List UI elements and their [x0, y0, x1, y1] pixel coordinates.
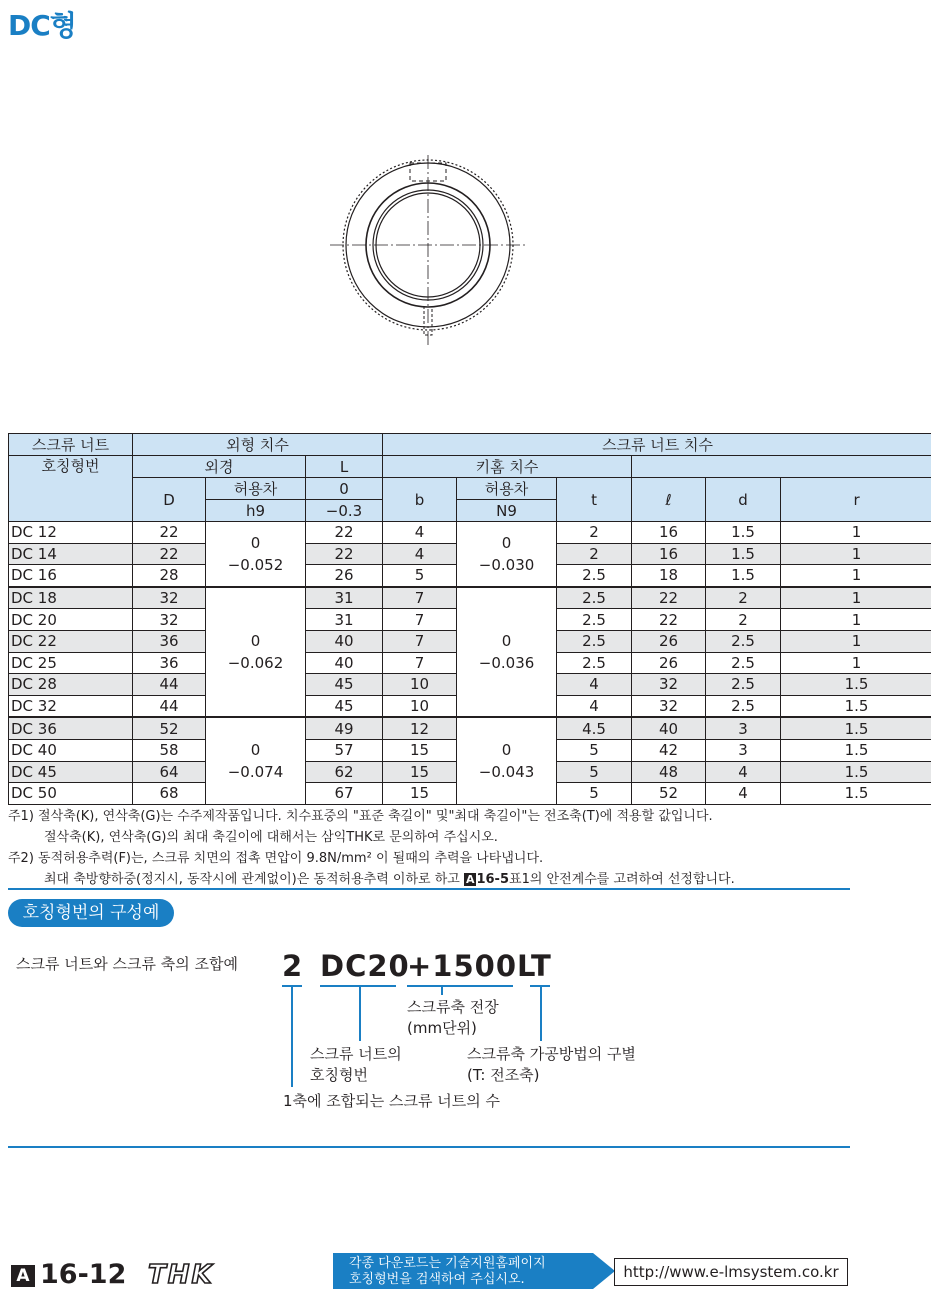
cell-r: 1.5 [781, 739, 931, 761]
length-underline [407, 985, 513, 987]
cell-D: 58 [133, 739, 206, 761]
page-number: 16-12 [40, 1259, 127, 1290]
section-badge-icon: A [465, 873, 475, 886]
cell-l: 18 [632, 565, 706, 587]
cell-b: 7 [383, 609, 457, 631]
cell-d: 3 [706, 739, 781, 761]
cell-L: 26 [306, 565, 383, 587]
header-D-tol: 허용차 [206, 478, 306, 500]
cell-r: 1 [781, 630, 931, 652]
model-leader [359, 985, 361, 1041]
cell-b: 7 [383, 652, 457, 674]
cell-t: 2 [557, 543, 632, 565]
cell-model: DC 32 [9, 695, 133, 717]
cell-l: 32 [632, 674, 706, 696]
cell-D: 68 [133, 783, 206, 805]
cell-d: 2 [706, 609, 781, 631]
cell-L: 40 [306, 630, 383, 652]
cell-L: 49 [306, 717, 383, 739]
cell-l: 26 [632, 652, 706, 674]
header-nut-model: 스크류 너트 [9, 434, 133, 456]
cell-d: 2.5 [706, 674, 781, 696]
cell-D: 44 [133, 695, 206, 717]
cell-L: 31 [306, 609, 383, 631]
cell-l: 52 [632, 783, 706, 805]
model-label: 스크류 너트의 호칭형번 [310, 1045, 402, 1084]
cell-l: 16 [632, 522, 706, 544]
cell-L: 22 [306, 522, 383, 544]
qty-leader [291, 985, 293, 1087]
type-leader [540, 985, 542, 1041]
header-h9: h9 [206, 500, 306, 522]
cell-b: 4 [383, 543, 457, 565]
cell-model: DC 36 [9, 717, 133, 739]
cell-t: 5 [557, 783, 632, 805]
cell-r: 1.5 [781, 717, 931, 739]
cell-d: 3 [706, 717, 781, 739]
cell-D: 22 [133, 543, 206, 565]
combination-label: 스크류 너트와 스크류 축의 조합예 [16, 955, 238, 973]
cell-model: DC 18 [9, 587, 133, 609]
cell-t: 2.5 [557, 565, 632, 587]
cell-b: 4 [383, 522, 457, 544]
cell-t: 4 [557, 695, 632, 717]
cell-model: DC 12 [9, 522, 133, 544]
cell-model: DC 25 [9, 652, 133, 674]
cell-D: 32 [133, 609, 206, 631]
cell-d: 1.5 [706, 522, 781, 544]
cell-model: DC 40 [9, 739, 133, 761]
cell-l: 48 [632, 761, 706, 783]
header-b: b [383, 478, 457, 522]
cell-t: 2.5 [557, 609, 632, 631]
cell-L: 31 [306, 587, 383, 609]
cell-d: 1.5 [706, 565, 781, 587]
cell-b: 5 [383, 565, 457, 587]
cell-l: 32 [632, 695, 706, 717]
cell-D: 22 [133, 522, 206, 544]
model-underline [320, 985, 396, 987]
reference-link: 16-5 [476, 872, 510, 887]
cell-L: 22 [306, 543, 383, 565]
note-2: 주2) 동적허용추력(F)는, 스크류 치면의 접촉 면압이 9.8N/mm² 이 될때의 추력을 나타냅니다. [8, 851, 544, 866]
header-empty [632, 456, 931, 478]
cell-r: 1 [781, 543, 931, 565]
note-1: 주1) 절삭축(K), 연삭축(G)는 수주제작품입니다. 치수표중의 "표준 축길이" 및"최대 축길이"는 전조축(T)에 적용할 값입니다. [8, 809, 713, 824]
cell-r: 1.5 [781, 761, 931, 783]
cell-l: 22 [632, 609, 706, 631]
cell-r: 1 [781, 565, 931, 587]
download-notice: 각종 다운로드는 기술지원홈페이지 호칭형번을 검색하여 주십시오. [333, 1253, 593, 1289]
divider [8, 1146, 850, 1148]
length-leader [441, 985, 443, 995]
cell-t: 4 [557, 674, 632, 696]
header-model-number: 호칭형번 [9, 456, 133, 522]
cell-h9-tol: 0 −0.062 [206, 587, 306, 718]
cell-d: 1.5 [706, 543, 781, 565]
cell-b: 15 [383, 783, 457, 805]
cell-b: 15 [383, 739, 457, 761]
note-2-cont: 최대 축방향하중(정지시, 동작시에 관계없이)은 동적허용추력 이하로 하고 A 16-5표1의 안전계수를 고려하여 선정합니다. [44, 872, 735, 887]
header-nut-dims: 스크류 너트 치수 [383, 434, 931, 456]
cell-model: DC 22 [9, 630, 133, 652]
cell-t: 2 [557, 522, 632, 544]
cell-h9-tol: 0 −0.074 [206, 717, 306, 804]
cell-d: 4 [706, 761, 781, 783]
cell-t: 2.5 [557, 630, 632, 652]
page-title: DC형 [8, 9, 76, 42]
cell-r: 1 [781, 609, 931, 631]
cell-L: 62 [306, 761, 383, 783]
header-r: r [781, 478, 931, 522]
section-heading: 호칭형번의 구성예 [8, 899, 174, 927]
cell-D: 28 [133, 565, 206, 587]
nut-drawing [328, 155, 528, 355]
header-D: D [133, 478, 206, 522]
note-1-cont: 절삭축(K), 연삭축(G)의 최대 축길이에 대해서는 삼익THK로 문의하여 주십시오. [44, 830, 498, 845]
cell-r: 1 [781, 652, 931, 674]
cell-b: 10 [383, 674, 457, 696]
table-notes [8, 806, 735, 890]
cell-l: 40 [632, 717, 706, 739]
cell-D: 64 [133, 761, 206, 783]
cell-l: 26 [632, 630, 706, 652]
cell-D: 36 [133, 630, 206, 652]
cell-L: 45 [306, 695, 383, 717]
cell-model: DC 14 [9, 543, 133, 565]
cell-d: 2 [706, 587, 781, 609]
cell-r: 1.5 [781, 695, 931, 717]
cell-model: DC 20 [9, 609, 133, 631]
cell-t: 2.5 [557, 587, 632, 609]
cell-l: 42 [632, 739, 706, 761]
arrow-right-icon [593, 1253, 615, 1289]
quantity-label: 1축에 조합되는 스크류 너트의 수 [283, 1092, 500, 1110]
cell-D: 32 [133, 587, 206, 609]
header-keyway: 키홈 치수 [383, 456, 632, 478]
cell-b: 15 [383, 761, 457, 783]
header-t: t [557, 478, 632, 522]
code-model: DC20 [320, 949, 410, 983]
cell-D: 52 [133, 717, 206, 739]
cell-t: 2.5 [557, 652, 632, 674]
header-L-tol-upper: 0 [306, 478, 383, 500]
cell-t: 4.5 [557, 717, 632, 739]
cell-r: 1.5 [781, 674, 931, 696]
cell-D: 36 [133, 652, 206, 674]
header-l: ℓ [632, 478, 706, 522]
cell-d: 2.5 [706, 652, 781, 674]
cell-l: 22 [632, 587, 706, 609]
cell-b: 12 [383, 717, 457, 739]
cell-d: 2.5 [706, 695, 781, 717]
website-url[interactable]: http://www.e-lmsystem.co.kr [614, 1258, 848, 1286]
dimension-table [8, 433, 931, 805]
cell-l: 16 [632, 543, 706, 565]
header-outer-diameter: 외경 [133, 456, 306, 478]
header-d: d [706, 478, 781, 522]
cell-n9-tol: 0 −0.043 [457, 717, 557, 804]
cell-r: 1 [781, 587, 931, 609]
cell-b: 10 [383, 695, 457, 717]
cell-r: 1.5 [781, 783, 931, 805]
type-label: 스크류축 가공방법의 구별 (T: 전조축) [467, 1045, 636, 1084]
cell-n9-tol: 0 −0.030 [457, 522, 557, 587]
logo-text: THK [148, 1261, 214, 1287]
header-outer-dims: 외형 치수 [133, 434, 383, 456]
header-L-tol-lower: −0.3 [306, 500, 383, 522]
cell-L: 45 [306, 674, 383, 696]
cell-t: 5 [557, 739, 632, 761]
cell-t: 5 [557, 761, 632, 783]
cell-L: 57 [306, 739, 383, 761]
cell-r: 1 [781, 522, 931, 544]
cell-model: DC 50 [9, 783, 133, 805]
code-quantity: 2 [282, 949, 304, 983]
cell-h9-tol: 0 −0.052 [206, 522, 306, 587]
length-label: 스크류축 전장 (mm단위) [407, 998, 499, 1037]
code-length: +1500L [407, 949, 537, 983]
cell-L: 40 [306, 652, 383, 674]
thk-logo [148, 1261, 228, 1287]
header-n9: N9 [457, 500, 557, 522]
cell-d: 2.5 [706, 630, 781, 652]
header-b-tol: 허용차 [457, 478, 557, 500]
header-L: L [306, 456, 383, 478]
cell-n9-tol: 0 −0.036 [457, 587, 557, 718]
code-type: T [531, 949, 552, 983]
cell-b: 7 [383, 587, 457, 609]
cell-model: DC 16 [9, 565, 133, 587]
section-badge-icon: A [11, 1265, 35, 1287]
cell-b: 7 [383, 630, 457, 652]
cell-L: 67 [306, 783, 383, 805]
cell-model: DC 28 [9, 674, 133, 696]
cell-d: 4 [706, 783, 781, 805]
cell-model: DC 45 [9, 761, 133, 783]
cell-D: 44 [133, 674, 206, 696]
divider [8, 888, 850, 890]
